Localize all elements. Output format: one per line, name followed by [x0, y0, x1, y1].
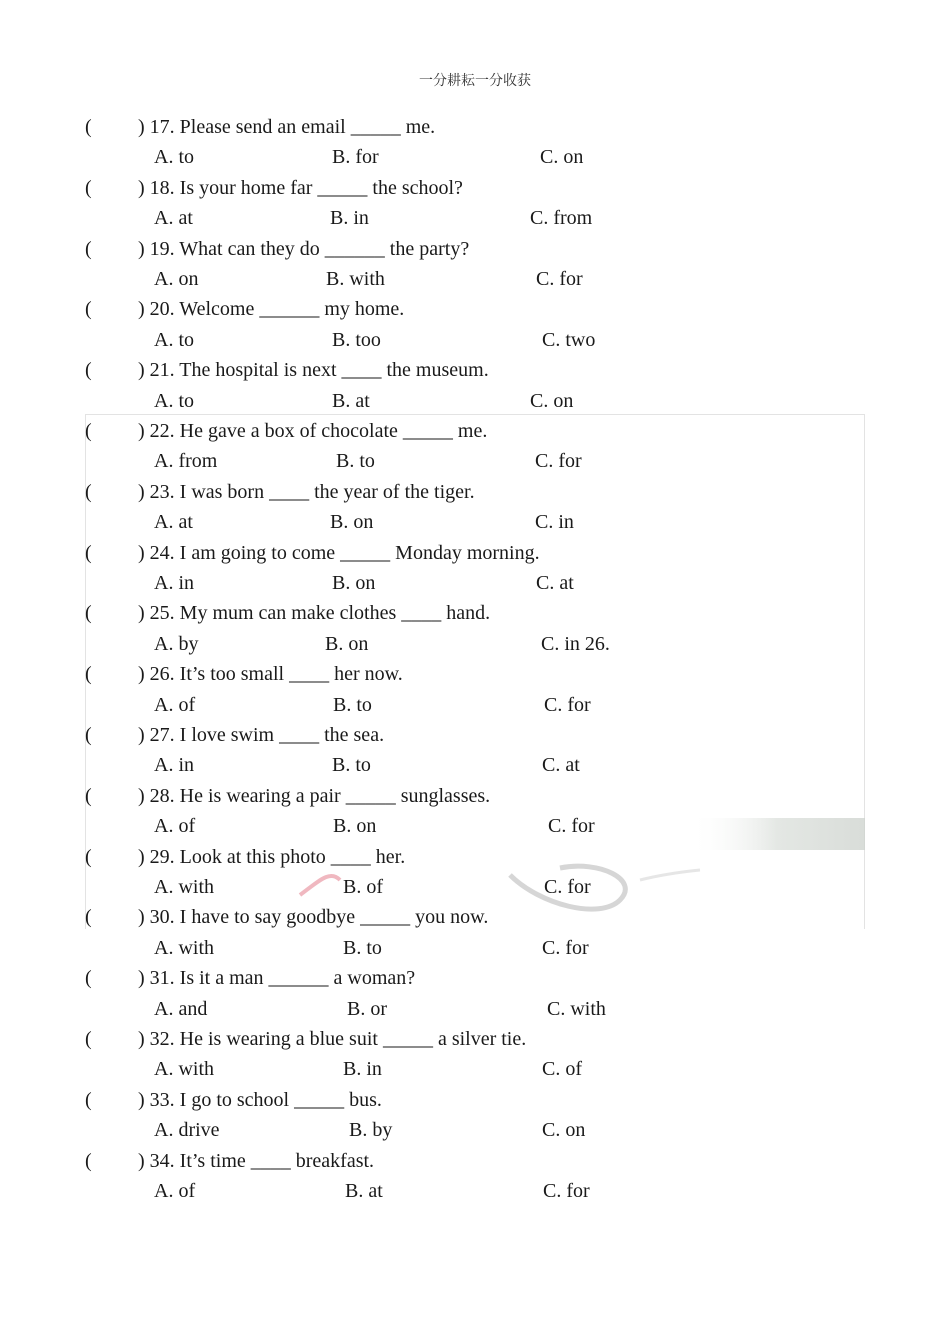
option-a: A. to: [154, 328, 194, 351]
option-c: C. two: [542, 328, 596, 351]
option-c: C. in: [535, 511, 574, 534]
option-a: A. drive: [154, 1119, 220, 1142]
option-a: A. of: [154, 815, 196, 838]
option-a: A. to: [154, 389, 194, 412]
option-c: C. for: [543, 1180, 590, 1202]
option-c: C. on: [530, 389, 574, 412]
option-b: B. at: [345, 1180, 383, 1202]
option-b: B. to: [333, 693, 372, 716]
option-c: C. for: [535, 450, 582, 473]
option-a: A. at: [154, 511, 193, 534]
answer-paren: (: [85, 967, 92, 990]
question-text: ) 21. The hospital is next ____ the museum.: [138, 359, 489, 382]
option-c: C. from: [530, 207, 593, 230]
answer-paren: (: [85, 663, 92, 686]
option-b: B. for: [332, 146, 379, 169]
answer-paren: (: [85, 176, 92, 199]
question-text: ) 28. He is wearing a pair _____ sunglasses.: [138, 784, 491, 807]
question-text: ) 22. He gave a box of chocolate _____ me.: [138, 420, 488, 442]
answer-paren: (: [85, 359, 92, 382]
answer-paren: (: [85, 1088, 92, 1111]
answer-paren: (: [85, 1149, 92, 1172]
option-b: B. too: [332, 328, 381, 351]
question-text: ) 27. I love swim ____ the sea.: [138, 724, 385, 746]
option-b: B. on: [333, 815, 377, 838]
question-text: ) 17. Please send an email _____ me.: [138, 116, 436, 138]
option-c: C. on: [542, 1119, 586, 1142]
question-text: ) 24. I am going to come _____ Monday morning.: [138, 541, 540, 564]
question-text: ) 19. What can they do ______ the party?: [138, 237, 470, 260]
option-b: B. of: [343, 876, 383, 898]
option-c: C. on: [540, 146, 584, 169]
answer-paren: (: [85, 784, 92, 807]
option-a: A. with: [154, 1058, 214, 1081]
question-text: ) 31. Is it a man ______ a woman?: [138, 967, 416, 990]
answer-paren: (: [85, 237, 92, 260]
option-b: B. on: [330, 511, 374, 534]
question-text: ) 20. Welcome ______ my home.: [138, 298, 405, 321]
option-c: C. at: [542, 754, 580, 777]
answer-paren: (: [85, 420, 92, 442]
option-b: B. at: [332, 389, 370, 412]
answer-paren: (: [85, 541, 92, 564]
option-a: A. on: [154, 268, 199, 290]
answer-paren: (: [85, 116, 92, 138]
question-text: ) 33. I go to school _____ bus.: [138, 1088, 382, 1111]
option-b: B. in: [343, 1058, 382, 1081]
page-header: 一分耕耘一分收获: [419, 73, 531, 89]
answer-paren: (: [85, 724, 92, 746]
option-a: A. from: [154, 450, 218, 473]
option-c: C. for: [544, 876, 591, 898]
question-text: ) 29. Look at this photo ____ her.: [138, 845, 406, 868]
question-text: ) 32. He is wearing a blue suit _____ a silver tie.: [138, 1028, 527, 1050]
option-b: B. on: [332, 572, 376, 594]
option-a: A. by: [154, 632, 199, 655]
question-text: ) 34. It’s time ____ breakfast.: [138, 1149, 375, 1172]
answer-paren: (: [85, 480, 92, 503]
option-a: A. in: [154, 754, 194, 777]
option-b: B. in: [330, 207, 369, 230]
option-a: A. with: [154, 936, 214, 959]
answer-paren: (: [85, 906, 92, 929]
answer-paren: (: [85, 602, 92, 625]
question-text: ) 25. My mum can make clothes ____ hand.: [138, 602, 491, 625]
option-c: C. with: [547, 997, 606, 1020]
question-text: ) 26. It’s too small ____ her now.: [138, 663, 403, 686]
option-a: A. and: [154, 997, 208, 1020]
option-a: A. in: [154, 572, 194, 594]
option-c: C. for: [536, 268, 583, 290]
option-b: B. by: [349, 1119, 393, 1142]
option-a: A. of: [154, 693, 196, 716]
option-b: B. or: [347, 997, 387, 1020]
option-c: C. of: [542, 1058, 582, 1081]
option-c: C. in 26.: [541, 632, 610, 655]
question-text: ) 23. I was born ____ the year of the tiger.: [138, 480, 475, 503]
option-c: C. for: [548, 815, 595, 838]
answer-paren: (: [85, 845, 92, 868]
option-b: B. on: [325, 632, 369, 655]
answer-paren: (: [85, 1028, 92, 1050]
option-b: B. with: [326, 268, 385, 290]
option-a: A. of: [154, 1180, 196, 1202]
option-b: B. to: [343, 936, 382, 959]
question-text: ) 30. I have to say goodbye _____ you now.: [138, 906, 489, 929]
option-a: A. with: [154, 876, 214, 898]
option-a: A. at: [154, 207, 193, 230]
option-a: A. to: [154, 146, 194, 169]
question-text: ) 18. Is your home far _____ the school?: [138, 176, 463, 199]
option-c: C. for: [542, 936, 589, 959]
option-c: C. for: [544, 693, 591, 716]
option-b: B. to: [336, 450, 375, 473]
answer-paren: (: [85, 298, 92, 321]
option-c: C. at: [536, 572, 574, 594]
option-b: B. to: [332, 754, 371, 777]
